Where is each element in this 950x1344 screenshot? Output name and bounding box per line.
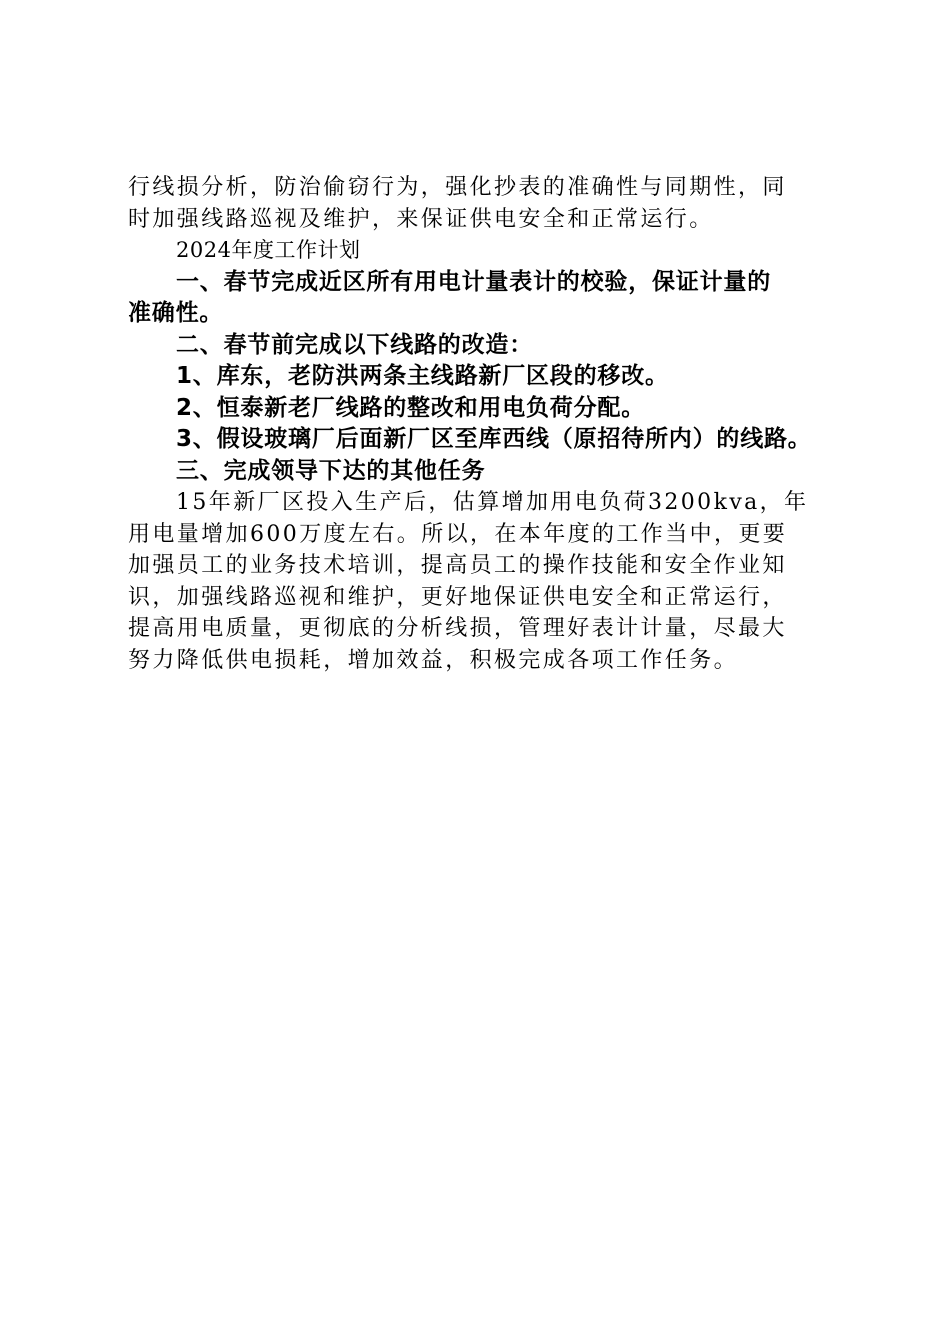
document-body — [128, 172, 828, 676]
intro-line-1: 行线损分析，防治偷窃行为，强化抄表的准确性与同期性，同 — [128, 175, 787, 200]
subitem-3: 3、假设玻璃厂后面新厂区至库西线（原招待所内）的线路。 — [176, 426, 812, 452]
item-1-line-1: 一、春节完成近区所有用电计量表计的校验，保证计量的 — [176, 268, 771, 295]
closing-line-2: 用电量增加600万度左右。所以，在本年度的工作当中，更要 — [128, 521, 788, 547]
closing-line-5: 提高用电质量，更彻底的分析线损，管理好表计计量，尽最大 — [128, 616, 787, 641]
plan-heading: 2024年度工作计划 — [176, 238, 361, 262]
item-2: 二、春节前完成以下线路的改造： — [176, 331, 533, 358]
closing-line-6: 努力降低供电损耗，增加效益，积极完成各项工作任务。 — [128, 647, 739, 673]
subitem-2: 2、恒泰新老厂线路的整改和用电负荷分配。 — [176, 394, 646, 421]
item-1-line-2: 准确性。 — [128, 300, 224, 326]
subitem-1: 1、库东，老防洪两条主线路新厂区段的移改。 — [176, 363, 669, 389]
closing-line-4: 识，加强线路巡视和维护，更好地保证供电安全和正常运行， — [128, 584, 787, 610]
closing-line-1: 15年新厂区投入生产后，估算增加用电负荷3200kva，年 — [176, 490, 809, 515]
intro-line-2: 时加强线路巡视及维护，来保证供电安全和正常运行。 — [128, 206, 714, 232]
closing-line-3: 加强员工的业务技术培训，提高员工的操作技能和安全作业知 — [128, 553, 787, 578]
item-3: 三、完成领导下达的其他任务 — [176, 457, 486, 484]
